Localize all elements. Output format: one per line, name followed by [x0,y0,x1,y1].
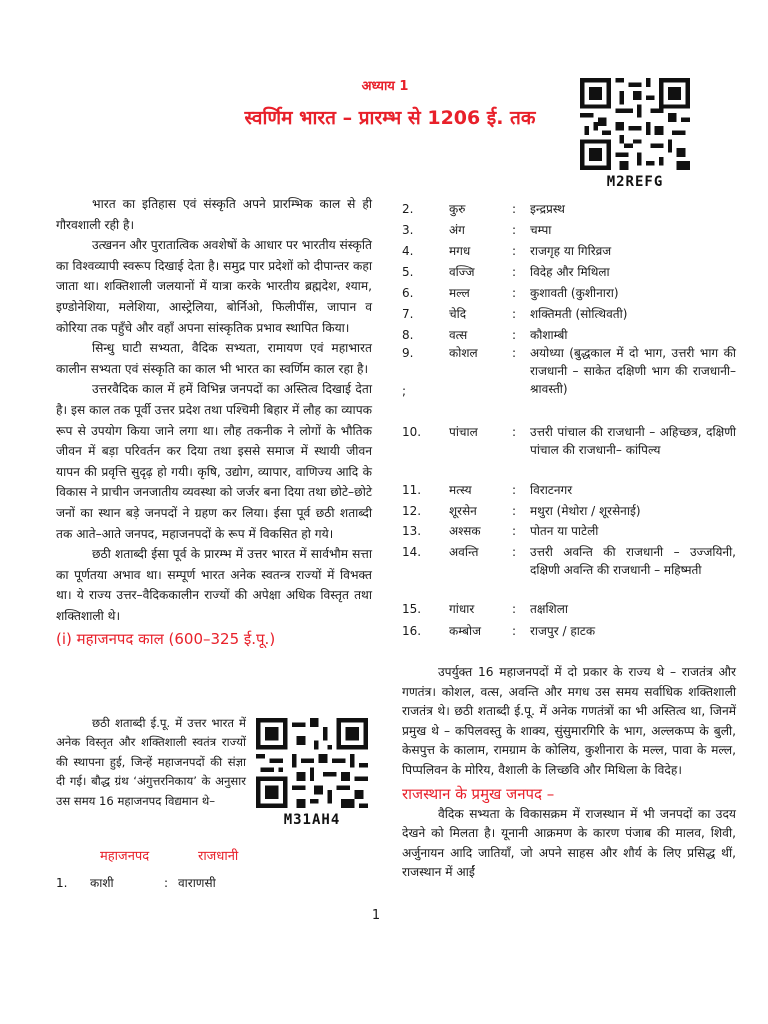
mahajanapada-heading: (i) महाजनपद काल (600–325 ई.पू.) [56,630,276,649]
states-types-paragraph: उपर्युक्त 16 महाजनपदों में दो प्रकार के राज्य थे – राजतंत्र और गणतंत्र। कोशल, वत्स, अवन्ति और मगध उस समय सर्वाधिक शक्तिशाली राजतंत्र थे। छठी शताब्दी ई.पू. में अनेक गणतंत्रों का भी अस्तित्व था, जिनमें प्रमुख थे – कपिलवस्तु के शाक्य, सुंसुमारगिरि के भाग, अल्लकप्प के बुली, केसपुत्त के कालाम, रामग्राम के कोलिय, कुशीनारा के मल्ल, पावा के मल्ल, पिप्पलिवन के मोरिय, वैशाली के लिच्छवि और मिथिला के विदेह। [402,665,736,777]
qr-code-middle[interactable] [256,718,368,826]
mahajanapada-paragraph: छठी शताब्दी ई.पू. में उत्तर भारत में अनेक विस्तृत और शक्तिशाली स्वतंत्र राज्यों की स्थापना हुई, जिन्हें महाजनपदों की संज्ञा दी गई। बौद्ध ग्रंथ ‘अंगुत्तरनिकाय’ के अनुसार उस समय 16 महाजनपद विद्यमान थे– [56,716,246,808]
janapada-capital: उत्तरी अवन्ति की राजधानी – उज्जयिनी, दक्षिणी अवन्ति की राजधानी – महिष्मती [530,545,736,577]
row-number: 2. [402,202,414,216]
section-paragraph-block [56,714,246,811]
janapada-name: मत्स्य [449,483,472,497]
janapada-name: कुरु [449,202,466,216]
row-colon: : [164,876,169,890]
janapada-name: अश्सक [449,524,481,538]
row-colon: : [512,602,517,616]
row-number: 12. [402,504,422,518]
qr-pattern-icon [580,78,690,170]
row-number: 16. [402,624,422,638]
janapada-capital: विदेह और मिथिला [530,265,610,279]
janapada-name: शूरसेन [449,504,477,518]
janapada-capital: मथुरा (मेथोरा / शूरसेनाई) [530,504,641,518]
qr-code-top-label: M2REFG [606,174,664,190]
qr-code-middle-label: M31AH4 [283,812,341,828]
janapada-capital: विराटनगर [530,483,573,497]
janapada-name: पांचाल [449,425,478,439]
row-colon: : [512,524,517,538]
janapada-capital: चम्पा [530,223,552,237]
row-number: 15. [402,602,422,616]
janapada-name: मगध [449,244,471,258]
janapada-capital: इन्द्रप्रस्थ [530,202,565,216]
rajasthan-heading: राजस्थान के प्रमुख जनपद – [402,784,555,803]
janapada-name: चेदि [449,307,467,321]
qr-pattern-icon [256,718,368,808]
row-colon: : [512,265,517,279]
stray-mark: ; [402,384,407,398]
chapter-label: अध्याय 1 [361,79,409,94]
janapada-capital: पोतन या पाटेली [530,524,599,538]
janapada-name: कोशल [449,346,478,360]
row-number: 6. [402,286,414,300]
row-number: 14. [402,545,422,559]
janapada-capital: राजगृह या गिरिव्रज [530,244,612,258]
row-number: 8. [402,328,414,342]
row-colon: : [512,244,517,258]
mahajanapada-list [402,200,736,650]
later-vedic-paragraph: उत्तरवैदिक काल में हमें विभिन्न जनपदों का अस्तित्व दिखाई देता है। इस काल तक पूर्वी उत्तर प्रदेश तथा पश्चिमी बिहार में लौह का व्यापक रूप से उपयोग किया जाने लगा था। लौह तकनीक ने लोगों के भौतिक जीवन में बड़ा परिवर्तन कर दिया तथा इससे समाज में स्थायी जीवन यापन की प्रवृत्ति सुदृढ़ हो गयी। कृषि, उद्योग, व्यापार, वाणिज्य आदि के विकास ने प्राचीन जनजातीय व्यवस्था को जर्जर बना दिया तथा छोटे–छोटे जनों का स्थान बड़े जनपदों ने ग्रहण कर लिया। ईसा पूर्व छठी शताब्दी तक आते–आते जनपद, महाजनपदों के रूप में विकसित हो गये। [56,382,372,541]
row-colon: : [512,307,517,321]
row-number: 3. [402,223,414,237]
janapada-capital: कुशावती (कुशीनारा) [530,286,619,300]
civilizations-paragraph: सिन्धु घाटी सभ्यता, वैदिक सभ्यता, रामायण एवं महाभारत कालीन सभ्यता एवं संस्कृति का काल भी भारत का स्वर्णिम काल रहा है। [56,341,372,376]
sixth-century-paragraph: छठी शताब्दी ईसा पूर्व के प्रारम्भ में उत्तर भारत में सार्वभौम सत्ता का पूर्णतया अभाव था। सम्पूर्ण भारत अनेक स्वतन्त्र राज्यों में विभक्त था। ये राज्य उत्तर–वैदिककालीन राज्यों की अपेक्षा अधिक विस्तृत तथा शक्तिशाली थे। [56,547,372,623]
row-colon: : [512,483,517,497]
janapada-capital: वाराणसी [178,876,216,890]
row-number: 10. [402,425,422,439]
row-colon: : [512,624,517,638]
janapada-capital: राजपुर / हाटक [530,624,596,638]
row-number: 1. [56,876,68,890]
janapada-name: कम्बोज [449,624,481,638]
row-number: 4. [402,244,414,258]
janapada-capital: अयोध्या (बुद्धकाल में दो भाग, उत्तरी भाग की राजधानी – साकेत दक्षिणी भाग की राजधानी– श्रावस्ती) [530,346,736,396]
janapada-capital: शक्तिमती (सोत्थिवती) [530,307,628,321]
right-column-text [402,663,736,883]
row-colon: : [512,346,517,360]
janapada-capital: उत्तरी पांचाल की राजधानी – अहिच्छत्र, दक्षिणी पांचाल की राजधानी– कांपिल्य [530,425,736,457]
janapada-capital: तक्षशिला [530,602,568,616]
janapada-name: अंग [449,223,465,237]
page-number: 1 [371,908,381,923]
row-colon: : [512,223,517,237]
row-number: 5. [402,265,414,279]
rajasthan-paragraph: वैदिक सभ्यता के विकासक्रम में राजस्थान में भी जनपदों का उदय देखने को मिलता है। यूनानी आक्रमण के कारण पंजाब की मालव, शिवी, अर्जुनायन आदि जातियाँ, जो अपने साहस और शौर्य के लिए प्रसिद्ध थीं, राजस्थान में आईं [402,806,736,880]
janapada-name: काशी [90,876,114,890]
janapada-name: वत्स [449,328,468,342]
excavation-paragraph: उत्खनन और पुरातात्विक अवशेषों के आधार पर भारतीय संस्कृति का विश्वव्यापी स्वरूप दिखाई देता है। समुद्र पार प्रदेशों को दीपान्तर कहा जाता था। शक्तिशाली जलयानों में यात्रा करके भारतीय ब्रह्मदेश, श्याम, इण्डोनेशिया, मलेशिया, आस्ट्रेलिया, बोर्निओ, फिलीपींस, जापान व कोरिया तक पहुँचे और वहाँ अपना सांस्कृतिक प्रभाव स्थापित किया। [56,238,372,335]
chapter-title: स्वर्णिम भारत – प्रारम्भ से 1206 ई. तक [244,107,536,129]
row-number: 13. [402,524,422,538]
janapada-name: वज्जि [449,265,475,279]
row-colon: : [512,328,517,342]
row-colon: : [512,202,517,216]
janapada-capital: कौशाम्बी [530,328,568,342]
janapada-name: मल्ल [449,286,470,300]
row-colon: : [512,545,517,559]
table-header-name: महाजनपद [100,849,150,864]
intro-paragraph: भारत का इतिहास एवं संस्कृति अपने प्रारम्भिक काल से ही गौरवशाली रही है। [56,197,372,232]
janapada-name: गांधार [449,602,475,616]
table-row [56,874,368,892]
row-number: 11. [402,483,422,497]
left-column [56,194,372,650]
row-colon: : [512,425,517,439]
row-colon: : [512,504,517,518]
row-number: 9. [402,346,414,360]
table-header-capital: राजधानी [198,849,239,864]
janapada-name: अवन्ति [449,545,479,559]
qr-code-top[interactable] [580,78,690,188]
row-colon: : [512,286,517,300]
row-number: 7. [402,307,414,321]
